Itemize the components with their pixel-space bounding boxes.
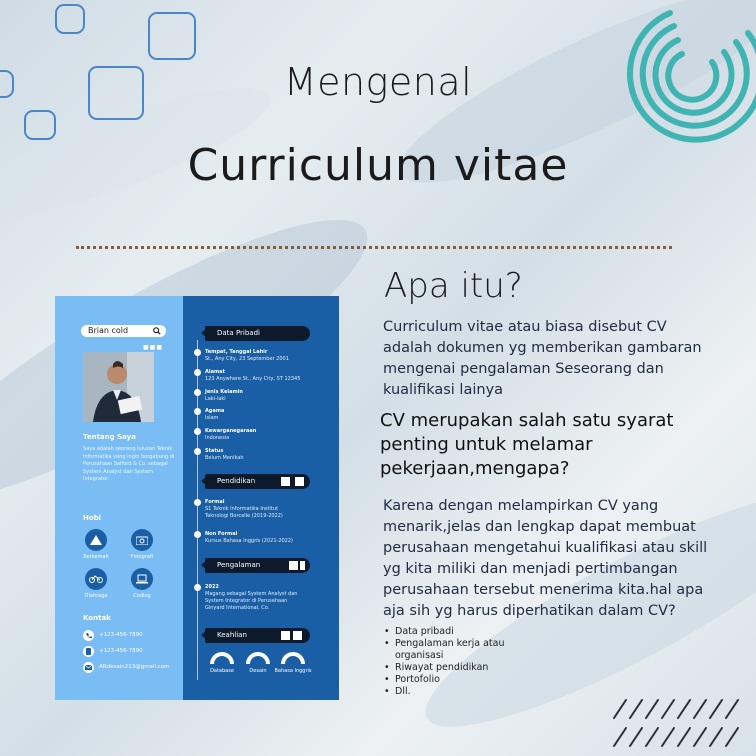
field-label: Agama xyxy=(205,408,225,414)
definition-paragraph: Curriculum vitae atau biasa disebut CV adalah dokumen yg memberikan gambaran mengenai pengalaman Seseorang dan kualifikasi lainya xyxy=(383,319,702,398)
field-value: Magang sebagai System Analyst dan System Integrator di Perusahaan Ginyard International, Co. xyxy=(205,591,298,611)
cv-template-card xyxy=(55,296,339,700)
phone-icon xyxy=(83,630,94,641)
about-text: Saya adalah seorang lulusan Teknik Informatika yang ingin bergabung di Perusahaan Salford & Co. sebagai System Analyst dan System Integrator. xyxy=(83,446,175,482)
question-heading: CV merupakan salah satu syarat penting untuk melamar pekerjaan,mengapa? xyxy=(380,410,674,479)
field-label: Status xyxy=(205,448,224,454)
timeline-dot xyxy=(194,428,201,435)
timeline-dot xyxy=(194,499,201,506)
skill-gauge xyxy=(281,652,305,664)
photo-dots-icon: ■■■ xyxy=(143,344,164,351)
field-label: Non Formal xyxy=(205,531,238,537)
hobby-label: Coding xyxy=(133,593,151,599)
article-heading: Apa itu? xyxy=(384,266,523,306)
list-item: • Dll. xyxy=(384,686,544,698)
contact-phone: +123-456-7890 xyxy=(99,632,143,638)
field-label: Alamat xyxy=(205,369,225,375)
field-value: Belum Menikah xyxy=(205,455,244,461)
skill-label: Database xyxy=(210,668,234,674)
hobby-label: Berkemah xyxy=(83,554,109,560)
section-header-experience xyxy=(205,558,310,573)
timeline-dot xyxy=(194,389,201,396)
section-title: Pengalaman xyxy=(217,561,261,569)
contact-mobile: +123-456-7890 xyxy=(99,648,143,654)
dotted-divider xyxy=(76,246,672,249)
hatch-decoration xyxy=(610,698,750,754)
laptop-icon xyxy=(131,568,153,590)
decorative-square xyxy=(24,110,56,140)
timeline-dot xyxy=(194,369,201,376)
skill-label: Desain xyxy=(249,668,267,674)
timeline-dot xyxy=(194,531,201,538)
about-heading: Tentang Saya xyxy=(83,433,136,441)
section-header-personal xyxy=(205,326,310,341)
field-value: Laki-laki xyxy=(205,396,226,402)
timeline-dot xyxy=(194,349,201,356)
list-item: • Riwayat pendidikan xyxy=(384,662,544,674)
skill-gauge xyxy=(246,652,270,664)
section-header-skills xyxy=(205,628,310,643)
decorative-square xyxy=(148,12,196,60)
section-title: Data Pribadi xyxy=(217,329,260,337)
contact-heading: Kontak xyxy=(83,614,111,622)
field-value: S1 Teknik Informatika Institut Teknologi Borcelle (2019-2022) xyxy=(205,506,283,519)
decorative-square xyxy=(55,4,85,34)
reason-paragraph: Karena dengan melampirkan CV yang menarik,jelas dan lengkap dapat membuat perusahaan mengetahui kualifikasi atau skill yg kita miliki dan menjadi pertimbangan perusahaan tersebut menerima kita.hal apa aja sih yg harus diperhatikan dalam CV? xyxy=(383,498,708,619)
hobby-label: Olahraga xyxy=(84,593,108,599)
timeline-dot xyxy=(194,448,201,455)
timeline-dot xyxy=(194,408,201,415)
cv-checklist xyxy=(384,626,544,698)
field-label: Tempat, Tanggal Lahir xyxy=(205,349,268,355)
timeline-dot xyxy=(194,584,201,591)
skill-label: Bahasa Inggris xyxy=(274,668,312,674)
field-label: 2022 xyxy=(205,584,219,590)
field-label: Jenis Kelamin xyxy=(205,389,243,395)
field-value: Kursus Bahasa Inggris (2021-2022) xyxy=(205,538,293,544)
camera-icon xyxy=(131,529,153,551)
mobile-icon xyxy=(83,646,94,657)
field-value: Islam xyxy=(205,415,219,421)
section-header-education xyxy=(205,474,310,489)
name-search-bar xyxy=(81,325,166,337)
field-label: Formal xyxy=(205,499,225,505)
title-mengenal: Mengenal xyxy=(283,60,473,104)
cv-name: Brian cold xyxy=(88,326,129,335)
hobby-heading: Hobi xyxy=(83,514,102,522)
field-label: Kewarganegaraan xyxy=(205,428,257,434)
title-curriculum-vitae: Curriculum vitae xyxy=(187,140,569,191)
profile-photo xyxy=(83,352,154,422)
email-icon xyxy=(83,662,94,673)
section-title: Pendidikan xyxy=(217,477,256,485)
contact-email: ARdesain213@gmail.com xyxy=(99,664,170,670)
bicycle-icon xyxy=(85,568,107,590)
field-value: St., Any City, 23 September 2001 xyxy=(205,356,289,362)
camping-icon xyxy=(85,529,107,551)
section-title: Keahlian xyxy=(217,631,247,639)
search-icon xyxy=(153,327,161,335)
skill-gauge xyxy=(210,652,234,664)
list-item: • Pengalaman kerja atau organisasi xyxy=(384,638,544,662)
hobby-label: Fotografi xyxy=(130,554,154,560)
field-value: 123 Anywhere St., Any City, ST 12345 xyxy=(205,376,301,382)
field-value: Indonesia xyxy=(205,435,230,441)
list-item: • Data pribadi xyxy=(384,626,544,638)
list-item: • Portofolio xyxy=(384,674,544,686)
